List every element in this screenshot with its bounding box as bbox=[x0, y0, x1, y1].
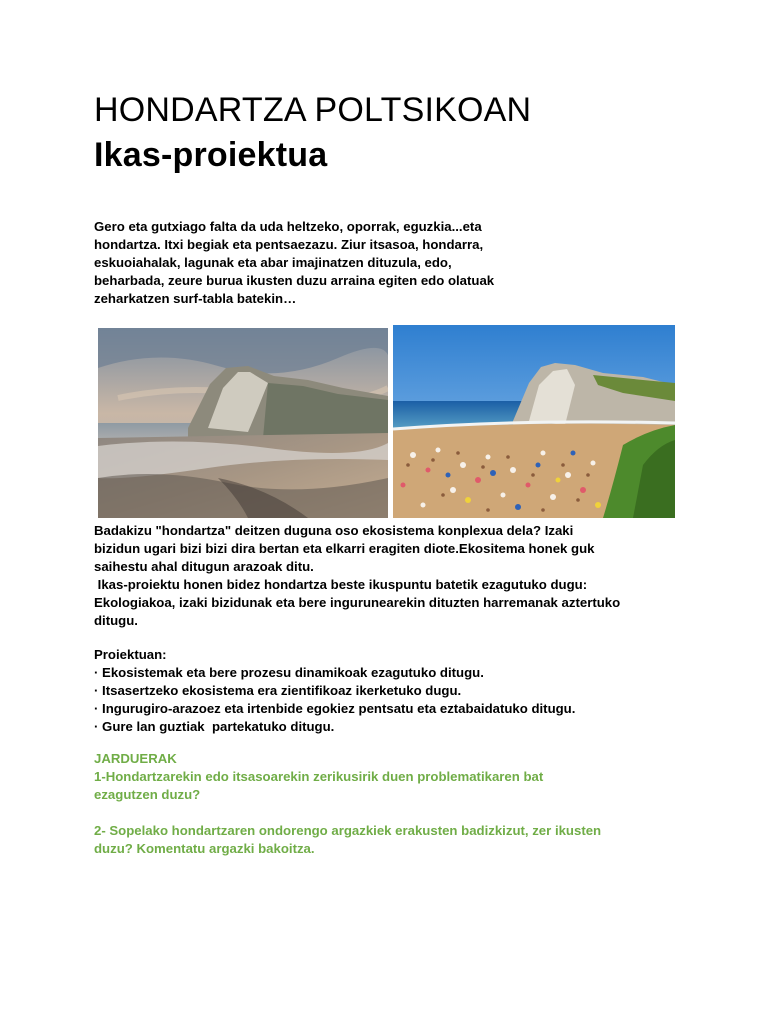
cliff-beach-sunny-photo bbox=[393, 325, 675, 518]
intro-line: Gero eta gutxiago falta da uda heltzeko, oporrak, eguzkia...eta bbox=[94, 219, 482, 234]
cliff-beach-cloudy-photo bbox=[98, 328, 388, 518]
activity-question-1 bbox=[94, 768, 694, 804]
project-goals-heading: Proiektuan: bbox=[94, 647, 167, 662]
document-title bbox=[94, 88, 531, 178]
activities-section bbox=[94, 750, 694, 858]
paragraph-line: Ikas-proiektu honen bidez hondartza beste ikuspuntu batetik ezagutuko dugu: bbox=[94, 577, 588, 592]
project-goal-item: · Gure lan guztiak partekatuko ditugu. bbox=[94, 719, 335, 734]
question-line: 1-Hondartzarekin edo itsasoarekin zerikusirik duen problematikaren bat bbox=[94, 769, 544, 784]
intro-line: beharbada, zeure burua ikusten duzu arraina egiten edo olatuak bbox=[94, 273, 495, 288]
project-goal-item: · Ingurugiro-arazoez eta irtenbide egokiez pentsatu eta eztabaidatuko ditugu. bbox=[94, 701, 576, 716]
project-goal-item: · Itsasertzeko ekosistema era zientifikoaz ikerketuko dugu. bbox=[94, 683, 462, 698]
project-goal-item: · Ekosistemak eta bere prozesu dinamikoak ezagutuko ditugu. bbox=[94, 665, 484, 680]
paragraph-line: saihestu ahal ditugun arazoak ditu. bbox=[94, 559, 314, 574]
paragraph-line: ditugu. bbox=[94, 613, 138, 628]
activities-heading: JARDUERAK bbox=[94, 751, 177, 766]
paragraph-line: Badakizu "hondartza" deitzen duguna oso ekosistema konplexua dela? Izaki bbox=[94, 523, 574, 538]
paragraph-line: bizidun ugari bizi bizi dira bertan eta elkarri eragiten diote.Ekositema honek guk bbox=[94, 541, 595, 556]
question-line: 2- Sopelako hondartzaren ondorengo argazkiek erakusten badizkizut, zer ikusten bbox=[94, 823, 602, 838]
activity-question-2 bbox=[94, 822, 694, 858]
project-goals bbox=[94, 646, 694, 736]
question-line: duzu? Komentatu argazki bakoitza. bbox=[94, 841, 315, 856]
intro-line: zeharkatzen surf-tabla batekin… bbox=[94, 291, 297, 306]
intro-line: hondartza. Itxi begiak eta pentsaezazu. Ziur itsasoa, hondarra, bbox=[94, 237, 484, 252]
project-intro-paragraph bbox=[94, 576, 694, 630]
paragraph-line: Ekologiakoa, izaki bizidunak eta bere ingurunearekin dituzten harremanak aztertuko bbox=[94, 595, 621, 610]
intro-paragraph bbox=[94, 218, 534, 308]
beach-photos bbox=[94, 323, 674, 520]
ecosystem-paragraph bbox=[94, 522, 694, 576]
intro-line: eskuoiahalak, lagunak eta abar imajinatzen dituzula, edo, bbox=[94, 255, 452, 270]
title-main: HONDARTZA POLTSIKOAN bbox=[94, 91, 532, 129]
question-line: ezagutzen duzu? bbox=[94, 787, 201, 802]
title-subtitle: Ikas-proiektua bbox=[94, 136, 328, 174]
